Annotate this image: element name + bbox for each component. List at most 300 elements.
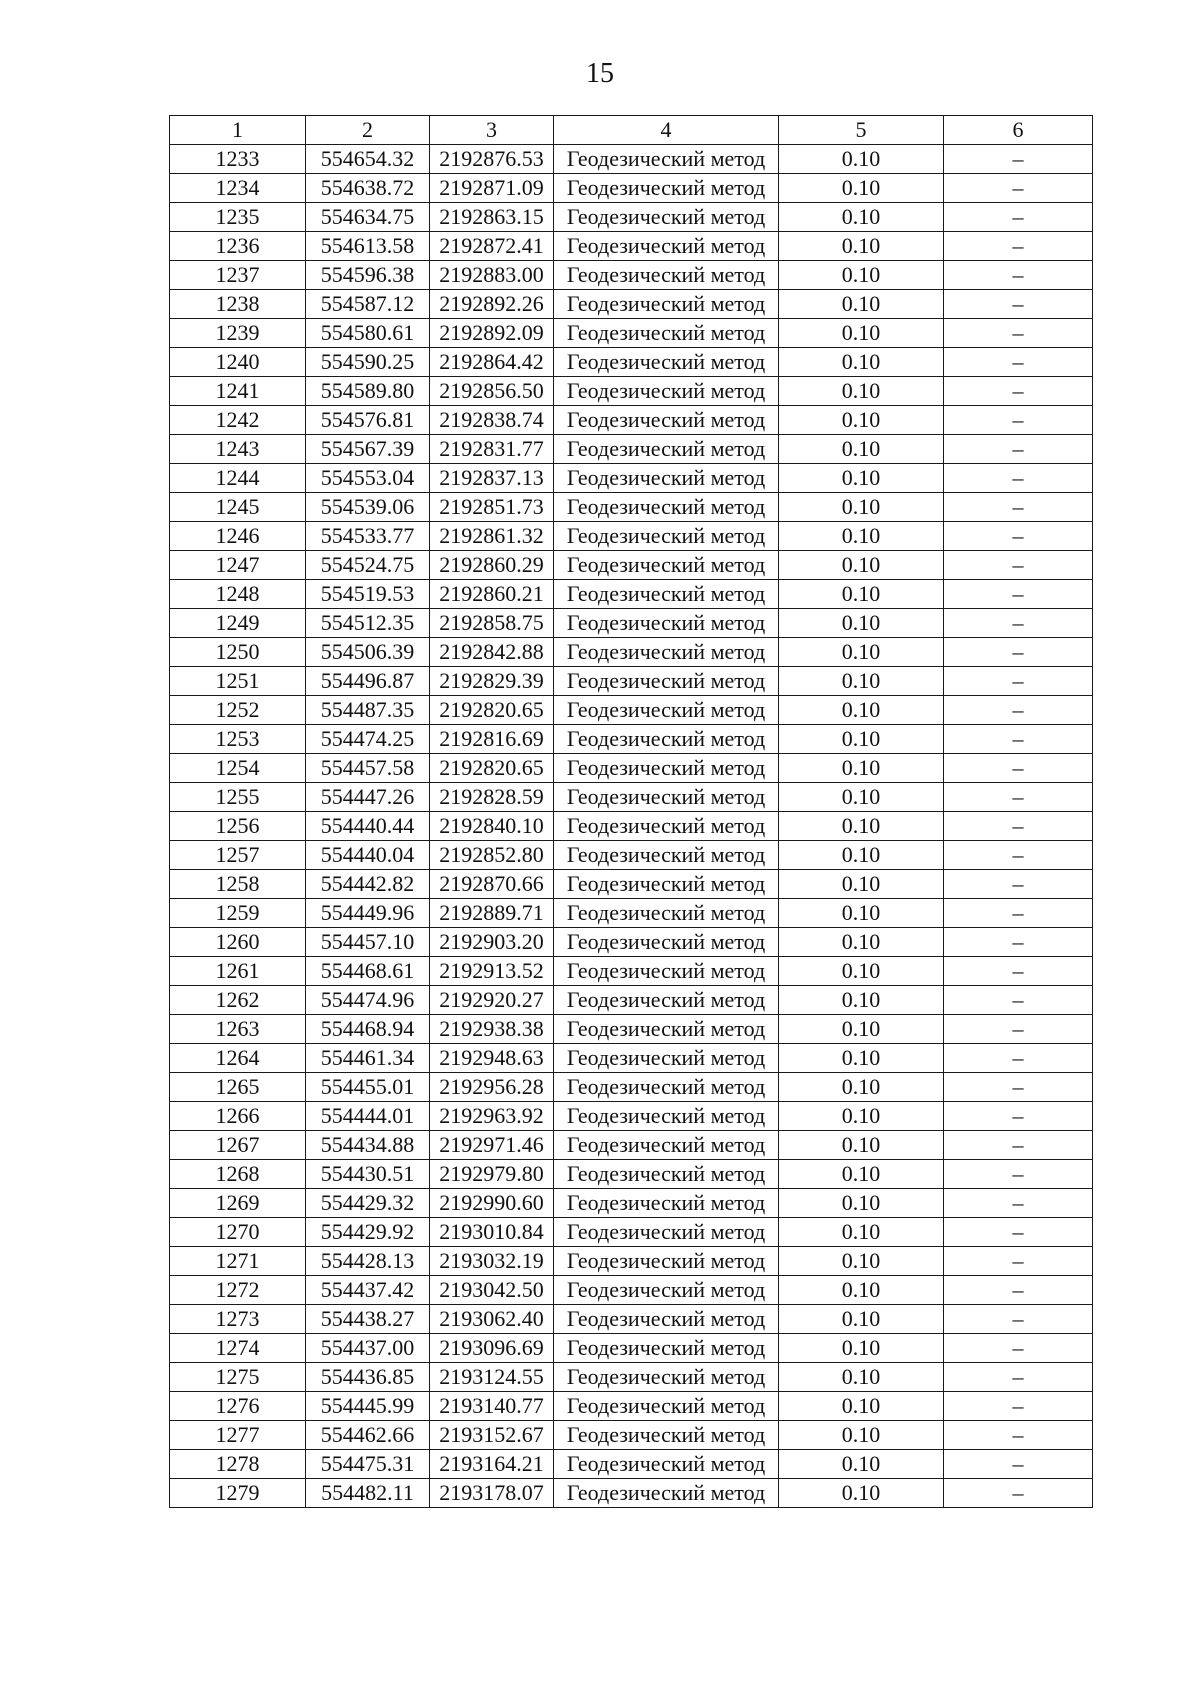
x-coordinate-cell: 554468.61	[306, 957, 430, 986]
method-cell: Геодезический метод	[554, 406, 779, 435]
point-number-cell: 1271	[170, 1247, 306, 1276]
table-row	[170, 377, 1093, 406]
point-number-cell: 1252	[170, 696, 306, 725]
note-cell: –	[944, 1305, 1093, 1334]
accuracy-cell: 0.10	[779, 928, 944, 957]
x-coordinate-cell: 554438.27	[306, 1305, 430, 1334]
y-coordinate-cell: 2192892.09	[430, 319, 554, 348]
note-cell: –	[944, 1160, 1093, 1189]
table-row	[170, 870, 1093, 899]
table-row	[170, 348, 1093, 377]
method-cell: Геодезический метод	[554, 870, 779, 899]
table-row	[170, 1073, 1093, 1102]
accuracy-cell: 0.10	[779, 696, 944, 725]
note-cell: –	[944, 1131, 1093, 1160]
table-row	[170, 1160, 1093, 1189]
y-coordinate-cell: 2192876.53	[430, 145, 554, 174]
accuracy-cell: 0.10	[779, 203, 944, 232]
note-cell: –	[944, 551, 1093, 580]
x-coordinate-cell: 554457.10	[306, 928, 430, 957]
y-coordinate-cell: 2192963.92	[430, 1102, 554, 1131]
method-cell: Геодезический метод	[554, 203, 779, 232]
table-row	[170, 1189, 1093, 1218]
table-row	[170, 754, 1093, 783]
table-row	[170, 725, 1093, 754]
point-number-cell: 1242	[170, 406, 306, 435]
accuracy-cell: 0.10	[779, 145, 944, 174]
x-coordinate-cell: 554512.35	[306, 609, 430, 638]
y-coordinate-cell: 2192852.80	[430, 841, 554, 870]
header-row	[170, 116, 1093, 145]
y-coordinate-cell: 2192828.59	[430, 783, 554, 812]
y-coordinate-cell: 2192837.13	[430, 464, 554, 493]
method-cell: Геодезический метод	[554, 1334, 779, 1363]
note-cell: –	[944, 609, 1093, 638]
accuracy-cell: 0.10	[779, 667, 944, 696]
y-coordinate-cell: 2193032.19	[430, 1247, 554, 1276]
x-coordinate-cell: 554436.85	[306, 1363, 430, 1392]
method-cell: Геодезический метод	[554, 1131, 779, 1160]
x-coordinate-cell: 554449.96	[306, 899, 430, 928]
method-cell: Геодезический метод	[554, 1305, 779, 1334]
method-cell: Геодезический метод	[554, 667, 779, 696]
y-coordinate-cell: 2193062.40	[430, 1305, 554, 1334]
table-row	[170, 551, 1093, 580]
method-cell: Геодезический метод	[554, 435, 779, 464]
x-coordinate-cell: 554482.11	[306, 1479, 430, 1508]
method-cell: Геодезический метод	[554, 1276, 779, 1305]
note-cell: –	[944, 812, 1093, 841]
accuracy-cell: 0.10	[779, 493, 944, 522]
point-number-cell: 1260	[170, 928, 306, 957]
method-cell: Геодезический метод	[554, 1421, 779, 1450]
table-row	[170, 1044, 1093, 1073]
y-coordinate-cell: 2192856.50	[430, 377, 554, 406]
note-cell: –	[944, 1015, 1093, 1044]
table-row	[170, 580, 1093, 609]
note-cell: –	[944, 1276, 1093, 1305]
method-cell: Геодезический метод	[554, 1218, 779, 1247]
x-coordinate-cell: 554428.13	[306, 1247, 430, 1276]
method-cell: Геодезический метод	[554, 464, 779, 493]
table-row	[170, 435, 1093, 464]
x-coordinate-cell: 554654.32	[306, 145, 430, 174]
note-cell: –	[944, 1392, 1093, 1421]
note-cell: –	[944, 1247, 1093, 1276]
accuracy-cell: 0.10	[779, 841, 944, 870]
point-number-cell: 1259	[170, 899, 306, 928]
note-cell: –	[944, 1479, 1093, 1508]
table-row	[170, 667, 1093, 696]
accuracy-cell: 0.10	[779, 1363, 944, 1392]
point-number-cell: 1276	[170, 1392, 306, 1421]
note-cell: –	[944, 1102, 1093, 1131]
point-number-cell: 1273	[170, 1305, 306, 1334]
x-coordinate-cell: 554447.26	[306, 783, 430, 812]
note-cell: –	[944, 261, 1093, 290]
x-coordinate-cell: 554576.81	[306, 406, 430, 435]
method-cell: Геодезический метод	[554, 232, 779, 261]
method-cell: Геодезический метод	[554, 145, 779, 174]
accuracy-cell: 0.10	[779, 638, 944, 667]
note-cell: –	[944, 232, 1093, 261]
point-number-cell: 1267	[170, 1131, 306, 1160]
method-cell: Геодезический метод	[554, 783, 779, 812]
accuracy-cell: 0.10	[779, 1421, 944, 1450]
note-cell: –	[944, 638, 1093, 667]
point-number-cell: 1238	[170, 290, 306, 319]
y-coordinate-cell: 2192870.66	[430, 870, 554, 899]
table-row	[170, 1305, 1093, 1334]
y-coordinate-cell: 2192956.28	[430, 1073, 554, 1102]
x-coordinate-cell: 554580.61	[306, 319, 430, 348]
point-number-cell: 1236	[170, 232, 306, 261]
accuracy-cell: 0.10	[779, 812, 944, 841]
accuracy-cell: 0.10	[779, 551, 944, 580]
table-row	[170, 1131, 1093, 1160]
x-coordinate-cell: 554462.66	[306, 1421, 430, 1450]
table-row	[170, 522, 1093, 551]
y-coordinate-cell: 2193010.84	[430, 1218, 554, 1247]
note-cell: –	[944, 986, 1093, 1015]
point-number-cell: 1240	[170, 348, 306, 377]
note-cell: –	[944, 1044, 1093, 1073]
table-row	[170, 290, 1093, 319]
x-coordinate-cell: 554638.72	[306, 174, 430, 203]
accuracy-cell: 0.10	[779, 232, 944, 261]
note-cell: –	[944, 406, 1093, 435]
y-coordinate-cell: 2192990.60	[430, 1189, 554, 1218]
accuracy-cell: 0.10	[779, 1218, 944, 1247]
point-number-cell: 1254	[170, 754, 306, 783]
note-cell: –	[944, 1450, 1093, 1479]
table-body	[170, 145, 1093, 1508]
x-coordinate-cell: 554613.58	[306, 232, 430, 261]
point-number-cell: 1251	[170, 667, 306, 696]
point-number-cell: 1269	[170, 1189, 306, 1218]
method-cell: Геодезический метод	[554, 1363, 779, 1392]
table-row	[170, 203, 1093, 232]
note-cell: –	[944, 580, 1093, 609]
method-cell: Геодезический метод	[554, 1102, 779, 1131]
method-cell: Геодезический метод	[554, 754, 779, 783]
method-cell: Геодезический метод	[554, 841, 779, 870]
y-coordinate-cell: 2193042.50	[430, 1276, 554, 1305]
x-coordinate-cell: 554539.06	[306, 493, 430, 522]
method-cell: Геодезический метод	[554, 377, 779, 406]
point-number-cell: 1245	[170, 493, 306, 522]
method-cell: Геодезический метод	[554, 1392, 779, 1421]
point-number-cell: 1256	[170, 812, 306, 841]
x-coordinate-cell: 554440.44	[306, 812, 430, 841]
table-row	[170, 986, 1093, 1015]
method-cell: Геодезический метод	[554, 261, 779, 290]
point-number-cell: 1262	[170, 986, 306, 1015]
x-coordinate-cell: 554506.39	[306, 638, 430, 667]
point-number-cell: 1248	[170, 580, 306, 609]
method-cell: Геодезический метод	[554, 319, 779, 348]
method-cell: Геодезический метод	[554, 1247, 779, 1276]
note-cell: –	[944, 1363, 1093, 1392]
point-number-cell: 1279	[170, 1479, 306, 1508]
point-number-cell: 1253	[170, 725, 306, 754]
y-coordinate-cell: 2192971.46	[430, 1131, 554, 1160]
x-coordinate-cell: 554474.96	[306, 986, 430, 1015]
note-cell: –	[944, 435, 1093, 464]
y-coordinate-cell: 2192938.38	[430, 1015, 554, 1044]
accuracy-cell: 0.10	[779, 1131, 944, 1160]
accuracy-cell: 0.10	[779, 899, 944, 928]
table-row	[170, 783, 1093, 812]
accuracy-cell: 0.10	[779, 1015, 944, 1044]
note-cell: –	[944, 522, 1093, 551]
table-row	[170, 406, 1093, 435]
table-row	[170, 1479, 1093, 1508]
x-coordinate-cell: 554567.39	[306, 435, 430, 464]
accuracy-cell: 0.10	[779, 1073, 944, 1102]
y-coordinate-cell: 2193152.67	[430, 1421, 554, 1450]
note-cell: –	[944, 754, 1093, 783]
y-coordinate-cell: 2193164.21	[430, 1450, 554, 1479]
method-cell: Геодезический метод	[554, 580, 779, 609]
method-cell: Геодезический метод	[554, 290, 779, 319]
accuracy-cell: 0.10	[779, 1102, 944, 1131]
point-number-cell: 1266	[170, 1102, 306, 1131]
accuracy-cell: 0.10	[779, 986, 944, 1015]
y-coordinate-cell: 2192829.39	[430, 667, 554, 696]
accuracy-cell: 0.10	[779, 1479, 944, 1508]
accuracy-cell: 0.10	[779, 957, 944, 986]
point-number-cell: 1274	[170, 1334, 306, 1363]
note-cell: –	[944, 841, 1093, 870]
point-number-cell: 1257	[170, 841, 306, 870]
table-row	[170, 1247, 1093, 1276]
accuracy-cell: 0.10	[779, 1160, 944, 1189]
x-coordinate-cell: 554634.75	[306, 203, 430, 232]
point-number-cell: 1250	[170, 638, 306, 667]
column-header-3: 3	[430, 116, 554, 145]
x-coordinate-cell: 554487.35	[306, 696, 430, 725]
point-number-cell: 1237	[170, 261, 306, 290]
y-coordinate-cell: 2193140.77	[430, 1392, 554, 1421]
note-cell: –	[944, 174, 1093, 203]
note-cell: –	[944, 1218, 1093, 1247]
y-coordinate-cell: 2192831.77	[430, 435, 554, 464]
accuracy-cell: 0.10	[779, 580, 944, 609]
x-coordinate-cell: 554519.53	[306, 580, 430, 609]
point-number-cell: 1235	[170, 203, 306, 232]
accuracy-cell: 0.10	[779, 348, 944, 377]
point-number-cell: 1233	[170, 145, 306, 174]
x-coordinate-cell: 554434.88	[306, 1131, 430, 1160]
x-coordinate-cell: 554587.12	[306, 290, 430, 319]
point-number-cell: 1278	[170, 1450, 306, 1479]
x-coordinate-cell: 554429.92	[306, 1218, 430, 1247]
y-coordinate-cell: 2192883.00	[430, 261, 554, 290]
table-row	[170, 1334, 1093, 1363]
y-coordinate-cell: 2192948.63	[430, 1044, 554, 1073]
note-cell: –	[944, 493, 1093, 522]
y-coordinate-cell: 2192863.15	[430, 203, 554, 232]
table-row	[170, 493, 1093, 522]
point-number-cell: 1261	[170, 957, 306, 986]
x-coordinate-cell: 554444.01	[306, 1102, 430, 1131]
page-number: 15	[586, 58, 614, 89]
table-row	[170, 1015, 1093, 1044]
method-cell: Геодезический метод	[554, 1160, 779, 1189]
x-coordinate-cell: 554445.99	[306, 1392, 430, 1421]
accuracy-cell: 0.10	[779, 1276, 944, 1305]
method-cell: Геодезический метод	[554, 522, 779, 551]
note-cell: –	[944, 1189, 1093, 1218]
y-coordinate-cell: 2192816.69	[430, 725, 554, 754]
accuracy-cell: 0.10	[779, 1392, 944, 1421]
y-coordinate-cell: 2192858.75	[430, 609, 554, 638]
y-coordinate-cell: 2192889.71	[430, 899, 554, 928]
point-number-cell: 1263	[170, 1015, 306, 1044]
table-row	[170, 812, 1093, 841]
accuracy-cell: 0.10	[779, 377, 944, 406]
column-header-2: 2	[306, 116, 430, 145]
x-coordinate-cell: 554496.87	[306, 667, 430, 696]
column-header-6: 6	[944, 116, 1093, 145]
y-coordinate-cell: 2192979.80	[430, 1160, 554, 1189]
method-cell: Геодезический метод	[554, 928, 779, 957]
x-coordinate-cell: 554429.32	[306, 1189, 430, 1218]
y-coordinate-cell: 2192872.41	[430, 232, 554, 261]
x-coordinate-cell: 554430.51	[306, 1160, 430, 1189]
x-coordinate-cell: 554533.77	[306, 522, 430, 551]
method-cell: Геодезический метод	[554, 609, 779, 638]
y-coordinate-cell: 2192903.20	[430, 928, 554, 957]
table-row	[170, 638, 1093, 667]
accuracy-cell: 0.10	[779, 435, 944, 464]
method-cell: Геодезический метод	[554, 899, 779, 928]
table-row	[170, 145, 1093, 174]
note-cell: –	[944, 464, 1093, 493]
x-coordinate-cell: 554475.31	[306, 1450, 430, 1479]
method-cell: Геодезический метод	[554, 1015, 779, 1044]
x-coordinate-cell: 554437.00	[306, 1334, 430, 1363]
method-cell: Геодезический метод	[554, 1450, 779, 1479]
x-coordinate-cell: 554589.80	[306, 377, 430, 406]
x-coordinate-cell: 554437.42	[306, 1276, 430, 1305]
y-coordinate-cell: 2192913.52	[430, 957, 554, 986]
note-cell: –	[944, 203, 1093, 232]
accuracy-cell: 0.10	[779, 1450, 944, 1479]
y-coordinate-cell: 2192851.73	[430, 493, 554, 522]
note-cell: –	[944, 1073, 1093, 1102]
note-cell: –	[944, 725, 1093, 754]
note-cell: –	[944, 899, 1093, 928]
table-row	[170, 1276, 1093, 1305]
y-coordinate-cell: 2192840.10	[430, 812, 554, 841]
point-number-cell: 1243	[170, 435, 306, 464]
point-number-cell: 1255	[170, 783, 306, 812]
accuracy-cell: 0.10	[779, 1044, 944, 1073]
method-cell: Геодезический метод	[554, 493, 779, 522]
method-cell: Геодезический метод	[554, 1189, 779, 1218]
table-row	[170, 464, 1093, 493]
point-number-cell: 1265	[170, 1073, 306, 1102]
accuracy-cell: 0.10	[779, 174, 944, 203]
note-cell: –	[944, 870, 1093, 899]
table-row	[170, 174, 1093, 203]
point-number-cell: 1249	[170, 609, 306, 638]
y-coordinate-cell: 2192871.09	[430, 174, 554, 203]
note-cell: –	[944, 696, 1093, 725]
y-coordinate-cell: 2192838.74	[430, 406, 554, 435]
accuracy-cell: 0.10	[779, 1247, 944, 1276]
accuracy-cell: 0.10	[779, 261, 944, 290]
y-coordinate-cell: 2192860.21	[430, 580, 554, 609]
method-cell: Геодезический метод	[554, 1479, 779, 1508]
table-row	[170, 1392, 1093, 1421]
y-coordinate-cell: 2193178.07	[430, 1479, 554, 1508]
point-number-cell: 1258	[170, 870, 306, 899]
y-coordinate-cell: 2193124.55	[430, 1363, 554, 1392]
table-row	[170, 928, 1093, 957]
x-coordinate-cell: 554455.01	[306, 1073, 430, 1102]
accuracy-cell: 0.10	[779, 609, 944, 638]
x-coordinate-cell: 554553.04	[306, 464, 430, 493]
accuracy-cell: 0.10	[779, 464, 944, 493]
table-row	[170, 232, 1093, 261]
y-coordinate-cell: 2193096.69	[430, 1334, 554, 1363]
point-number-cell: 1272	[170, 1276, 306, 1305]
accuracy-cell: 0.10	[779, 754, 944, 783]
method-cell: Геодезический метод	[554, 957, 779, 986]
x-coordinate-cell: 554590.25	[306, 348, 430, 377]
note-cell: –	[944, 377, 1093, 406]
note-cell: –	[944, 348, 1093, 377]
table-row	[170, 1363, 1093, 1392]
accuracy-cell: 0.10	[779, 1334, 944, 1363]
accuracy-cell: 0.10	[779, 1189, 944, 1218]
table-row	[170, 1421, 1093, 1450]
note-cell: –	[944, 957, 1093, 986]
point-number-cell: 1268	[170, 1160, 306, 1189]
table-row	[170, 696, 1093, 725]
method-cell: Геодезический метод	[554, 986, 779, 1015]
x-coordinate-cell: 554596.38	[306, 261, 430, 290]
x-coordinate-cell: 554524.75	[306, 551, 430, 580]
y-coordinate-cell: 2192861.32	[430, 522, 554, 551]
method-cell: Геодезический метод	[554, 638, 779, 667]
accuracy-cell: 0.10	[779, 290, 944, 319]
point-number-cell: 1275	[170, 1363, 306, 1392]
note-cell: –	[944, 1334, 1093, 1363]
method-cell: Геодезический метод	[554, 1044, 779, 1073]
x-coordinate-cell: 554461.34	[306, 1044, 430, 1073]
method-cell: Геодезический метод	[554, 551, 779, 580]
accuracy-cell: 0.10	[779, 319, 944, 348]
point-number-cell: 1239	[170, 319, 306, 348]
y-coordinate-cell: 2192920.27	[430, 986, 554, 1015]
y-coordinate-cell: 2192820.65	[430, 754, 554, 783]
point-number-cell: 1244	[170, 464, 306, 493]
x-coordinate-cell: 554457.58	[306, 754, 430, 783]
table-row	[170, 1102, 1093, 1131]
accuracy-cell: 0.10	[779, 783, 944, 812]
table-row	[170, 609, 1093, 638]
method-cell: Геодезический метод	[554, 696, 779, 725]
column-header-5: 5	[779, 116, 944, 145]
y-coordinate-cell: 2192860.29	[430, 551, 554, 580]
table-row	[170, 261, 1093, 290]
note-cell: –	[944, 290, 1093, 319]
table-row	[170, 899, 1093, 928]
